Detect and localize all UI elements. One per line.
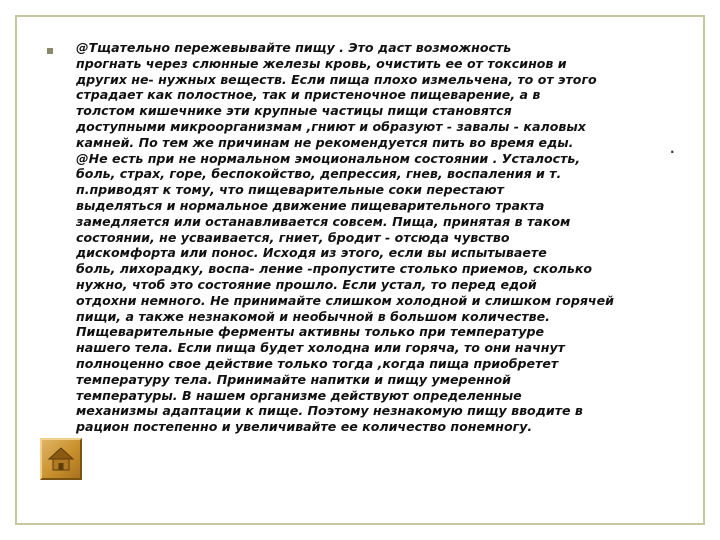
body-paragraph — [76, 40, 688, 435]
text-line: состоянии, не усваивается, гниет, бродит - отсюда чувство — [76, 229, 510, 245]
text-line: п.приводят к тому, что пищеварительные соки перестают — [76, 182, 504, 198]
text-line: прогнать через слюнные железы кровь, очистить ее от токсинов и — [76, 55, 567, 71]
text-line: камней. По тем же причинам не рекомендуется пить во время еды. — [76, 134, 574, 150]
text-line: боль, страх, горе, беспокойство, депрессия, гнев, воспаления и т. — [76, 166, 562, 182]
home-icon — [47, 445, 75, 473]
home-button[interactable] — [40, 438, 82, 480]
text-line: температуры. В нашем организме действуют определенные — [76, 387, 522, 403]
text-line: температуру тела. Принимайте напитки и пищу умеренной — [76, 371, 511, 387]
text-line: пищи, а также незнакомой и необычной в большом количестве. — [76, 308, 550, 324]
text-line: страдает как полостное, так и пристеночное пищеварение, а в — [76, 87, 541, 103]
text-line: выделяться и нормальное движение пищеварительного тракта — [76, 197, 545, 213]
text-line: @Не есть при не нормальном эмоциональном состоянии . Усталость, — [76, 150, 581, 166]
text-line: нужно, чтоб это состояние прошло. Если устал, то перед едой — [76, 276, 537, 292]
text-line: @Тщательно пережевывайте пищу . Это даст возможность — [76, 40, 512, 55]
text-line: доступными микроорганизмам ,гниют и образуют - завалы - каловых — [76, 118, 586, 134]
text-line: дискомфорта или понос. Исходя из этого, если вы испытываете — [76, 245, 547, 261]
text-line: замедляется или останавливается совсем. Пища, принятая в таком — [76, 213, 571, 229]
text-line: толстом кишечнике эти крупные частицы пищи становятся — [76, 103, 512, 119]
text-line: отдохни немного. Не принимайте слишком холодной и слишком горячей — [76, 292, 614, 308]
text-line: Пищеварительные ферменты активны только при температуре — [76, 324, 545, 340]
text-line: нашего тела. Если пища будет холодна или горяча, то они начнут — [76, 340, 565, 356]
text-line: боль, лихорадку, воспа- ление -пропустите столько приемов, сколько — [76, 261, 593, 277]
text-line: полноценно свое действие только тогда ,когда пища приобретет — [76, 355, 559, 371]
side-mark: . — [670, 142, 675, 156]
text-line: других не- нужных веществ. Если пища плохо измельчена, то от этого — [76, 71, 597, 87]
square-bullet-icon — [47, 48, 53, 54]
text-line: рацион постепенно и увеличивайте ее количество понемногу. — [76, 419, 533, 435]
text-line: механизмы адаптации к пище. Поэтому незнакомую пищу вводите в — [76, 403, 583, 419]
